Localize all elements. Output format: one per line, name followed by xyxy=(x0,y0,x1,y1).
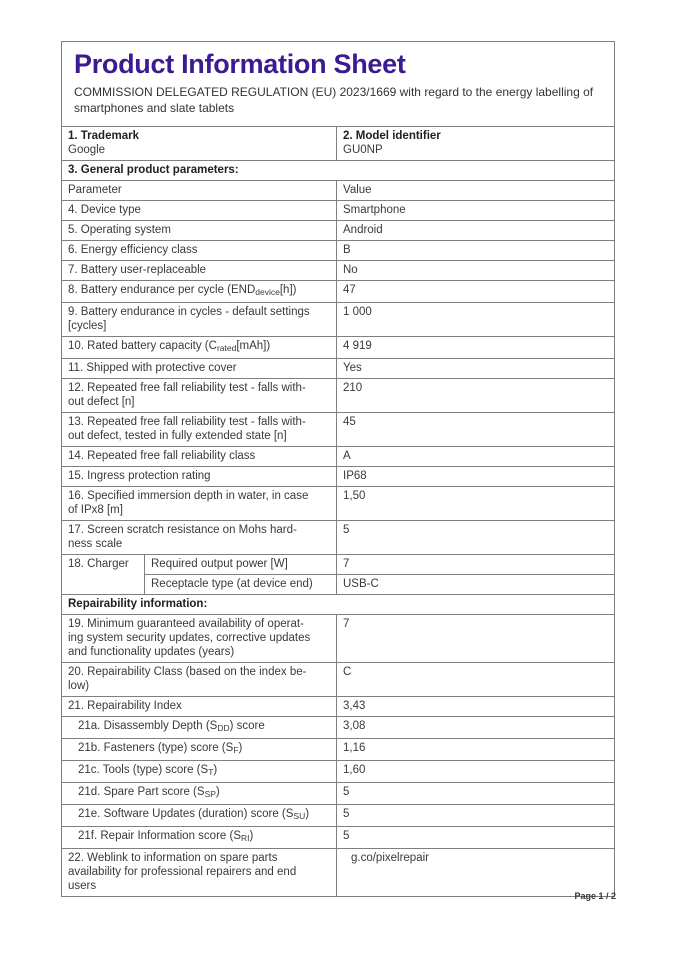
subscript: SU xyxy=(293,811,306,821)
trademark-model-row xyxy=(62,126,614,160)
parameter-label-line: 9. Battery endurance in cycles - default settings xyxy=(68,306,310,318)
parameter-value: 1,16 xyxy=(343,742,366,754)
parameter-value: 5 xyxy=(343,524,350,536)
title-block xyxy=(62,42,614,126)
table-row xyxy=(62,486,614,520)
table-row xyxy=(62,240,614,260)
parameter-label xyxy=(62,447,337,466)
parameter-label xyxy=(62,281,337,302)
charger-subrow xyxy=(145,574,614,594)
parameter-label xyxy=(62,303,337,336)
subscript: T xyxy=(208,767,214,777)
table-row xyxy=(62,696,614,716)
parameter-label xyxy=(62,849,337,896)
table-row xyxy=(62,614,614,662)
regulation-subtitle-line1: COMMISSION DELEGATED REGULATION (EU) 2023/1669 with regard to the energy labelling of xyxy=(74,85,594,99)
parameter-label-line: 5. Operating system xyxy=(68,224,171,236)
parameter-label xyxy=(62,241,337,260)
parameter-label-line: 21d. Spare Part score $(S_{SP})$ xyxy=(78,786,220,799)
table-row xyxy=(62,446,614,466)
parameter-value: 3,43 xyxy=(343,700,366,712)
regulation-subtitle-line2: smartphones and slate tablets xyxy=(74,101,235,115)
parameter-label-line: 20. Repairability Class (based on the index be- xyxy=(68,666,307,678)
parameter-label-line: 21f. Repair Information score $(S_{RI})$ xyxy=(78,830,254,843)
table-row xyxy=(62,220,614,240)
parameter-label-line: 7. Battery user-replaceable xyxy=(68,264,207,276)
parameter-label-line: 14. Repeated free fall reliability class xyxy=(68,450,256,462)
parameter-label xyxy=(62,761,337,782)
parameter-value: A xyxy=(343,450,351,462)
table-row xyxy=(62,738,614,760)
parameter-label-line: out defect, tested in fully extended state [n] xyxy=(68,430,287,442)
parameter-value: 4 919 xyxy=(343,340,372,352)
parameter-label-line: 4. Device type xyxy=(68,204,141,216)
charger-subrow-label: Receptacle type (at device end) xyxy=(145,575,337,594)
table-row xyxy=(62,200,614,220)
parameter-label xyxy=(62,181,337,200)
section-header: 3. General product parameters: xyxy=(62,160,614,180)
parameter-label-line: 6. Energy efficiency class xyxy=(68,244,198,256)
page-title: Product Information Sheet xyxy=(74,49,406,79)
parameter-value: 210 xyxy=(343,382,363,394)
model-identifier-label: 2. Model identifier xyxy=(343,130,441,142)
parameter-value: IP68 xyxy=(343,470,367,482)
table-row xyxy=(62,662,614,696)
charger-label: 18. Charger xyxy=(62,555,145,594)
parameter-label xyxy=(62,359,337,378)
model-identifier-value: GU0NP xyxy=(343,144,383,156)
trademark-value: Google xyxy=(68,144,106,156)
parameter-label-line: 8. Battery endurance per cycle $(END_{device}[h])$ xyxy=(68,284,297,297)
parameter-value: 7 xyxy=(343,618,350,630)
parameter-label xyxy=(62,379,337,412)
parameter-label xyxy=(62,663,337,696)
section-header: Repairability information: xyxy=(62,594,614,614)
parameter-label xyxy=(62,337,337,358)
parameter-label-line: 21c. Tools (type) score $(S_T)$ xyxy=(78,764,218,777)
table-row xyxy=(62,782,614,804)
parameter-value: 1 000 xyxy=(343,306,372,318)
parameter-label-line: [cycles] xyxy=(68,320,107,332)
parameter-label xyxy=(62,413,337,446)
parameter-value: 5 xyxy=(343,786,350,798)
parameter-label-line: ness scale xyxy=(68,538,123,550)
charger-subrow-value: 7 xyxy=(343,558,350,570)
parameter-value: 1,60 xyxy=(343,764,366,776)
parameter-value: 47 xyxy=(343,284,356,296)
table-row xyxy=(62,466,614,486)
subscript: RI xyxy=(241,833,250,843)
parameter-label-line: 21e. Software Updates (duration) score $(S_{SU})$ xyxy=(78,808,310,821)
parameter-label-line: users xyxy=(68,880,97,892)
parameter-label-line: Parameter xyxy=(68,184,122,196)
parameter-label-line: 22. Weblink to information on spare parts xyxy=(68,852,278,864)
model-identifier-cell xyxy=(337,127,614,160)
parameter-label-line: 21a. Disassembly Depth $(S_{DD})$ score xyxy=(78,720,265,733)
parameter-label-line: 19. Minimum guaranteed availability of operat- xyxy=(68,618,304,630)
parameter-label-line: and functionality updates (years) xyxy=(68,646,235,658)
parameter-label-line: 21. Repairability Index xyxy=(68,700,182,712)
table-row xyxy=(62,804,614,826)
parameter-label-line: low) xyxy=(68,680,90,692)
parameter-label xyxy=(62,201,337,220)
charger-subrow-label: Required output power [W] xyxy=(145,555,337,574)
table-row xyxy=(62,280,614,302)
parameter-label-line: 17. Screen scratch resistance on Mohs hard- xyxy=(68,524,297,536)
parameter-label xyxy=(62,521,337,554)
table-row xyxy=(62,848,614,896)
parameter-label-line: 10. Rated battery capacity $(C_{rated}[mAh])$ xyxy=(68,340,271,353)
parameter-label xyxy=(62,221,337,240)
parameter-label-line: 15. Ingress protection rating xyxy=(68,470,211,482)
parameter-value: B xyxy=(343,244,351,256)
table-row xyxy=(62,760,614,782)
parameter-label xyxy=(62,487,337,520)
parameter-label xyxy=(62,467,337,486)
parameter-label-line: 13. Repeated free fall reliability test - falls with- xyxy=(68,416,306,428)
table-row xyxy=(62,358,614,378)
parameter-label-line: out defect [n] xyxy=(68,396,135,408)
subscript: SP xyxy=(204,789,216,799)
parameter-value: Android xyxy=(343,224,383,236)
trademark-cell xyxy=(62,127,337,160)
parameter-label-line: 11. Shipped with protective cover xyxy=(68,362,237,374)
parameter-label-line: of IPx8 [m] xyxy=(68,504,123,516)
subscript: rated xyxy=(216,343,237,353)
charger-subrow xyxy=(145,555,614,574)
parameter-label-line: 12. Repeated free fall reliability test - falls with- xyxy=(68,382,306,394)
table-row xyxy=(62,826,614,848)
table-row xyxy=(62,378,614,412)
table-row xyxy=(62,520,614,554)
parameter-label xyxy=(62,717,337,738)
parameter-value: 5 xyxy=(343,808,350,820)
parameter-value: Smartphone xyxy=(343,204,406,216)
table-row xyxy=(62,260,614,280)
parameter-label-line: availability for professional repairers and end xyxy=(68,866,297,878)
parameter-value: 5 xyxy=(343,830,350,842)
parameter-label-line: 16. Specified immersion depth in water, in case xyxy=(68,490,309,502)
parameter-value: Value xyxy=(343,184,372,196)
parameter-value: g.co/pixelrepair xyxy=(351,852,429,864)
parameter-value: 1,50 xyxy=(343,490,366,502)
subscript: F xyxy=(233,745,239,755)
parameter-label xyxy=(62,783,337,804)
parameter-label-line: ing system security updates, corrective updates xyxy=(68,632,311,644)
page-number: Page 1 / 2 xyxy=(574,891,616,901)
parameter-value: No xyxy=(343,264,358,276)
parameter-label xyxy=(62,615,337,662)
table-row xyxy=(62,412,614,446)
parameter-label xyxy=(62,697,337,716)
parameter-value: Yes xyxy=(343,362,362,374)
parameter-table xyxy=(62,160,614,896)
table-row xyxy=(62,180,614,200)
parameter-label xyxy=(62,739,337,760)
parameter-value: C xyxy=(343,666,352,678)
table-row xyxy=(62,336,614,358)
table-row xyxy=(62,302,614,336)
parameter-label xyxy=(62,827,337,848)
parameter-label xyxy=(62,261,337,280)
subscript: DD xyxy=(217,723,230,733)
parameter-value: 45 xyxy=(343,416,356,428)
trademark-label: 1. Trademark xyxy=(68,130,139,142)
table-row xyxy=(62,716,614,738)
parameter-label-line: 21b. Fasteners (type) score $(S_F)$ xyxy=(78,742,243,755)
charger-subrow-value: USB-C xyxy=(343,578,379,590)
product-information-sheet xyxy=(61,41,615,897)
subscript: device xyxy=(255,287,280,297)
parameter-value: 3,08 xyxy=(343,720,366,732)
parameter-label xyxy=(62,805,337,826)
regulation-subtitle xyxy=(74,84,602,116)
charger-subtable xyxy=(145,555,614,594)
charger-row xyxy=(62,554,614,594)
